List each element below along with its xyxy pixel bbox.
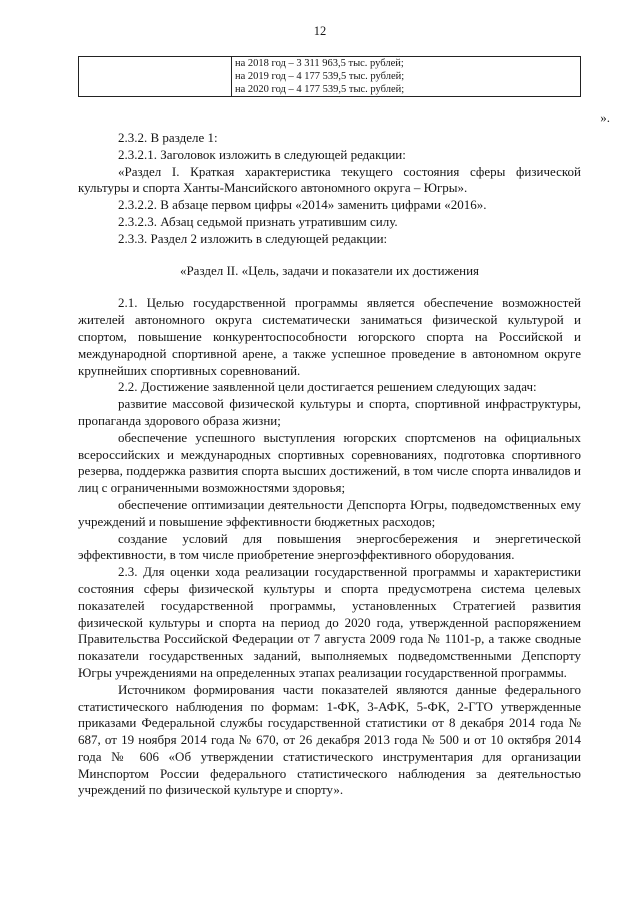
closing-quote: ».: [600, 110, 610, 125]
page-number: 12: [313, 24, 327, 38]
paragraph: 2.3.3. Раздел 2 изложить в следующей редакции:: [118, 230, 388, 246]
table-line-2019: на 2019 год – 4 177 539,5 тыс. рублей;: [235, 71, 405, 82]
document-body: [78, 130, 581, 799]
paragraph: развитие массовой физической культуры и спорта, спортивной инфраструктуры, пропаганда здорового образа жизни;: [78, 396, 581, 428]
paragraph: 2.3.2.3. Абзац седьмой признать утратившим силу.: [118, 213, 398, 229]
paragraph: 2.3.2.2. В абзаце первом цифры «2014» заменить цифрами «2016».: [118, 197, 487, 213]
paragraph: 2.3.2.1. Заголовок изложить в следующей редакции:: [118, 146, 406, 162]
table-cell-empty: [79, 57, 232, 97]
paragraph: 2.3.2. В разделе 1:: [118, 130, 218, 145]
paragraph: «Раздел I. Краткая характеристика текущего состояния сферы физической культуры и спорта Ханты-Мансийского автономного округа – Югры».: [78, 163, 581, 196]
paragraph: создание условий для повышения энергосбережения и энергетической эффективности, в том числе приобретение энергоэффективного оборудования.: [78, 530, 581, 563]
paragraph: 2.1. Целью государственной программы является обеспечение возможностей жителей автономного округа систематически заниматься физической культурой и спортом, повышение конкурентоспособности югорского спорта на Российской и международной спортивной арене, а также успешное проведение в автономном округе крупнейших спортивных соревнований.: [78, 295, 581, 378]
paragraph: Источником формирования части показателей являются данные федерального статистического наблюдения по формам: 1-ФК, 3-АФК, 5-ФК, 2-ГТО утвержденные приказами Федеральной службы государственной статистики от 8 декабря 2014 года № 687, от 19 ноября 2014 года № 670, от 26 декабря 2013 года № 500 и от 10 октября 2014 года № 606 «Об утверждении статистического инструментария для организации Минспортом России федерального статистического наблюдения за деятельностью учреждений по физической культуре и спорту».: [78, 681, 581, 798]
table-row: [79, 57, 581, 97]
section-heading: «Раздел II. «Цель, задачи и показатели их достижения: [179, 262, 480, 278]
paragraph: 2.2. Достижение заявленной цели достигается решением следующих задач:: [118, 379, 537, 395]
paragraph: 2.3. Для оценки хода реализации государственной программы и характеристики состояния сферы физической культуры и спорта предусмотрена система целевых показателей государственной программы, установленных Стратегией развития физической культуры и спорта на период до 2020 года, утвержденной распоряжением Правительства Российской Федерации от 7 августа 2009 года № 1101-р, а также сводные показатели государственных заданий, выполняемых подведомственными Депспорту Югры учреждениями на определенных этапах реализации государственной программы.: [78, 564, 581, 680]
table-cell-amounts: [232, 57, 581, 97]
budget-table: [78, 56, 581, 97]
paragraph: обеспечение успешного выступления югорских спортсменов на официальных всероссийских и международных спортивных соревнованиях, подготовка спортивного резерва, поддержка развития спорта высших достижений, в том числе спорта инвалидов и лиц с ограниченными возможностями здоровья;: [78, 429, 581, 496]
table-line-2020: на 2020 год – 4 177 539,5 тыс. рублей;: [235, 84, 405, 95]
paragraph: обеспечение оптимизации деятельности Депспорта Югры, подведомственных ему учреждений и повышение эффективности бюджетных расходов;: [78, 496, 581, 529]
table-line-2018: на 2018 год – 3 311 963,5 тыс. рублей;: [235, 58, 404, 69]
